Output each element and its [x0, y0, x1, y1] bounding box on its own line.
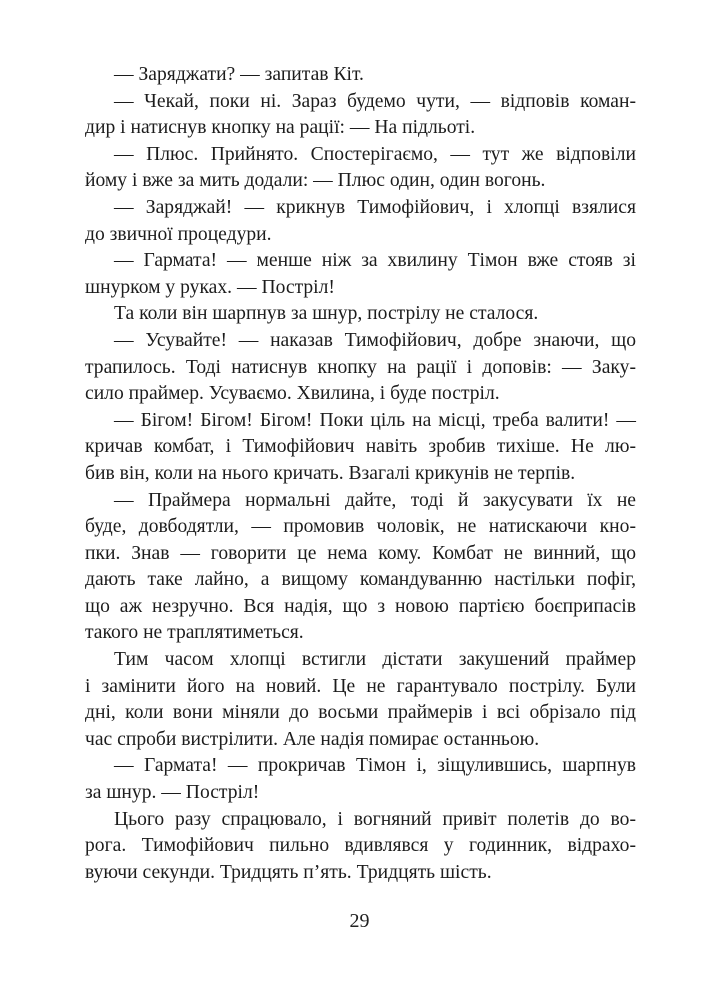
text-line: час спроби вистрілити. Але надія помирає останньою.: [85, 728, 540, 750]
text-line: такого не траплятиметься.: [85, 622, 304, 644]
text-line: трапилось. Тоді натиснув кнопку на рації і доповів: — Заку-: [85, 356, 636, 378]
text-line: бив він, коли на нього кричать. Взагалі крикунів не терпів.: [85, 462, 576, 484]
paragraph: [85, 807, 636, 887]
page-number: 29: [349, 910, 370, 932]
text-line: — Заряджай! — крикнув Тимофійович, і хлопці взялися: [114, 196, 636, 218]
text-line: вуючи секунди. Тридцять п’ять. Тридцять шість.: [85, 861, 492, 883]
paragraph: [85, 195, 636, 248]
paragraph: [85, 142, 636, 195]
text-line: буде, довбодятли, — промовив чоловік, не натискаючи кно-: [85, 516, 636, 538]
text-line: до звичної процедури.: [85, 223, 272, 245]
paragraph: [85, 753, 636, 806]
paragraph: [85, 647, 636, 753]
paragraph: [85, 89, 636, 142]
text-line: Тим часом хлопці встигли дістати закушений праймер: [114, 649, 636, 671]
paragraph: [85, 328, 636, 408]
text-line: рога. Тимофійович пильно вдивлявся у годинник, відрахо-: [85, 835, 636, 857]
text-line: йому і вже за мить додали: — Плюс один, один вогонь.: [85, 170, 546, 192]
text-line: Та коли він шарпнув за шнур, пострілу не сталося.: [114, 303, 539, 325]
text-line: — Гармата! — менше ніж за хвилину Тімон вже стояв зі: [114, 250, 636, 272]
text-line: дають таке лайно, а вищому командуванню настільки пофіг,: [85, 569, 636, 591]
text-line: — Чекай, поки ні. Зараз будемо чути, — відповів коман-: [114, 90, 636, 112]
text-line: Цього разу спрацювало, і вогняний привіт полетів до во-: [114, 808, 636, 830]
text-line: сило праймер. Усуваємо. Хвилина, і буде постріл.: [85, 383, 500, 405]
text-line: — Заряджати? — запитав Кіт.: [114, 64, 364, 85]
text-line: шнурком у руках. — Постріл!: [85, 276, 335, 298]
paragraph: [85, 301, 636, 328]
text-line: — Бігом! Бігом! Бігом! Поки ціль на місці, треба валити! —: [114, 409, 636, 431]
text-line: кричав комбат, і Тимофійович навіть зробив тихіше. Не лю-: [85, 436, 636, 458]
text-line: — Гармата! — прокричав Тімон і, зіщулившись, шарпнув: [114, 755, 636, 777]
text-line: дні, коли вони міняли до восьми праймерів і всі обрізало під: [85, 702, 636, 724]
paragraph: [85, 488, 636, 648]
text-line: дир і натиснув кнопку на рації: — На підльоті.: [85, 117, 476, 139]
page-text: [85, 62, 636, 886]
paragraph: [85, 62, 636, 89]
paragraph: [85, 248, 636, 301]
text-line: — Усувайте! — наказав Тимофійович, добре знаючи, що: [114, 329, 636, 351]
text-line: пки. Знав — говорити це нема кому. Комбат не винний, що: [85, 542, 636, 564]
text-line: за шнур. — Постріл!: [85, 782, 260, 804]
text-line: — Праймера нормальні дайте, тоді й закусувати їх не: [114, 489, 636, 511]
text-line: і замінити його на новий. Це не гарантувало пострілу. Були: [85, 675, 636, 697]
paragraph: [85, 408, 636, 488]
text-line: — Плюс. Прийнято. Спостерігаємо, — тут же відповіли: [114, 143, 636, 165]
text-line: що аж незручно. Вся надія, що з новою партією боєприпасів: [85, 595, 636, 617]
